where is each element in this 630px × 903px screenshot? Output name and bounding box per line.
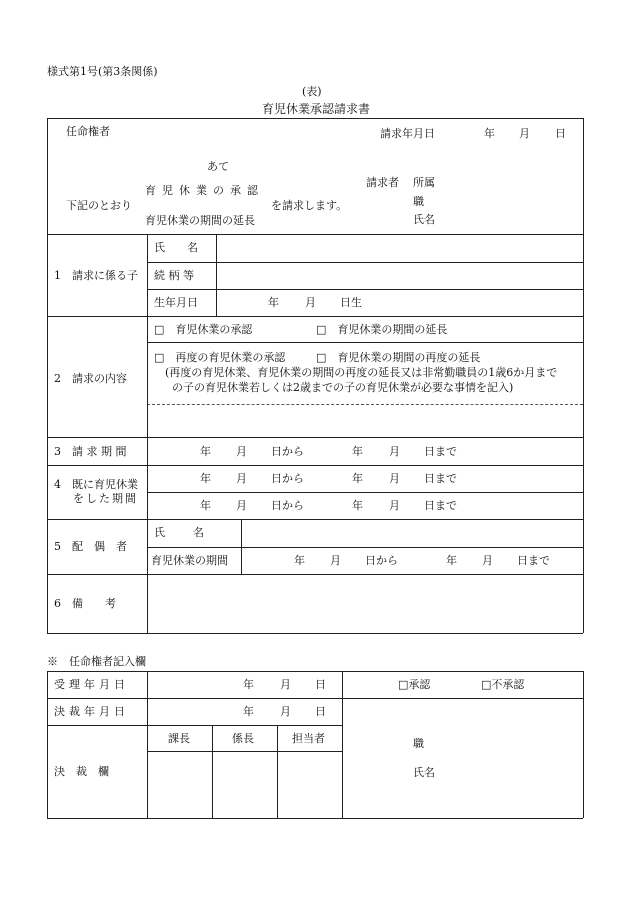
page-title: 育児休業承認請求書 (262, 102, 371, 116)
disapprove-checkbox[interactable]: □不承認 (481, 678, 525, 691)
s3-year1: 年 (200, 445, 211, 458)
tanto-label: 担当者 (292, 732, 325, 745)
section6-label: 6 備 考 (54, 597, 116, 610)
s4a-year2: 年 (352, 472, 363, 485)
birth-day: 日生 (340, 296, 362, 309)
decision-year: 年 (243, 705, 254, 718)
option-extension-check[interactable]: □ 育児休業の期間の延長 (316, 323, 448, 336)
appointer-section-title: ※ 任命権者記入欄 (47, 655, 146, 668)
child-birth-label: 生年月日 (154, 296, 198, 309)
option-extension: 育児休業の期間の延長 (145, 214, 255, 227)
s4b-month1: 月 (236, 499, 247, 512)
option-reapproval-check[interactable]: □ 再度の育児休業の承認 (154, 351, 286, 364)
requester-label: 請求者 (366, 176, 399, 189)
decision-date-label: 決裁年月日 (54, 705, 129, 718)
receipt-year: 年 (243, 678, 254, 691)
request-text: を請求します。 (271, 199, 348, 212)
request-date-label: 請求年月日 (380, 127, 435, 140)
approver-name-label: 氏名 (413, 766, 435, 779)
s5-from: 日から (365, 554, 398, 567)
form-number: 様式第1号(第3条関係) (47, 65, 158, 78)
spouse-name-label: 氏 名 (154, 526, 206, 539)
approve-checkbox[interactable]: □承認 (398, 678, 431, 691)
decision-day: 日 (315, 705, 326, 718)
s4b-month2: 月 (389, 499, 400, 512)
section1-label: 1 請求に係る子 (54, 269, 138, 282)
s4b-year1: 年 (200, 499, 211, 512)
ate-text: あて (207, 160, 229, 173)
option-approval: 育児休業の承認 (145, 184, 264, 197)
s4a-month1: 月 (236, 472, 247, 485)
s5-until: 日まで (517, 554, 550, 567)
s5-year2: 年 (446, 554, 457, 567)
s5-month2: 月 (482, 554, 493, 567)
request-day: 日 (555, 127, 566, 140)
section4-label2: をした期間 (73, 492, 138, 505)
s4b-until: 日まで (424, 499, 457, 512)
note-line1: (再度の育児休業、育児休業の期間の再度の延長又は非常勤職員の1歳6か月まで (165, 366, 558, 379)
section4-label1: 4 既に育児休業 (54, 478, 138, 491)
name-label: 氏名 (413, 213, 435, 226)
s3-from: 日から (271, 445, 304, 458)
note-line2: の子の育児休業若しくは2歳までの子の育児休業が必要な事情を記入) (172, 381, 514, 394)
birth-year: 年 (268, 296, 279, 309)
intro-text: 下記のとおり (66, 199, 132, 212)
option-approval-check[interactable]: □ 育児休業の承認 (154, 323, 253, 336)
spouse-period-label: 育児休業の期間 (151, 554, 228, 567)
s3-until: 日まで (424, 445, 457, 458)
s5-year1: 年 (294, 554, 305, 567)
s4b-from: 日から (271, 499, 304, 512)
appointer-label: 任命権者 (66, 125, 110, 138)
child-relation-label: 続 柄 等 (154, 269, 194, 282)
section5-label: 5 配 偶 者 (54, 540, 127, 553)
s4a-month2: 月 (389, 472, 400, 485)
receipt-date-label: 受理年月日 (54, 678, 129, 691)
side-label: (表) (302, 85, 322, 98)
receipt-day: 日 (315, 678, 326, 691)
kakaricho-label: 係長 (232, 732, 254, 745)
option-reextension-check[interactable]: □ 育児休業の期間の再度の延長 (316, 351, 481, 364)
receipt-month: 月 (280, 678, 291, 691)
position-label: 職 (413, 195, 424, 208)
s4b-year2: 年 (352, 499, 363, 512)
sign-area-label: 決 裁 欄 (54, 765, 109, 778)
s3-month2: 月 (389, 445, 400, 458)
approver-position-label: 職 (413, 737, 424, 750)
decision-month: 月 (280, 705, 291, 718)
kacho-label: 課長 (168, 732, 190, 745)
birth-month: 月 (305, 296, 316, 309)
request-month: 月 (519, 127, 530, 140)
s4a-until: 日まで (424, 472, 457, 485)
s3-month1: 月 (236, 445, 247, 458)
s4a-year1: 年 (200, 472, 211, 485)
s3-year2: 年 (352, 445, 363, 458)
s5-month1: 月 (330, 554, 341, 567)
request-year: 年 (484, 127, 495, 140)
s4a-from: 日から (271, 472, 304, 485)
section3-label: 3 請 求 期 間 (54, 445, 127, 458)
affiliation-label: 所属 (413, 176, 435, 189)
child-name-label: 氏 名 (154, 241, 198, 254)
section2-label: 2 請求の内容 (54, 372, 127, 385)
